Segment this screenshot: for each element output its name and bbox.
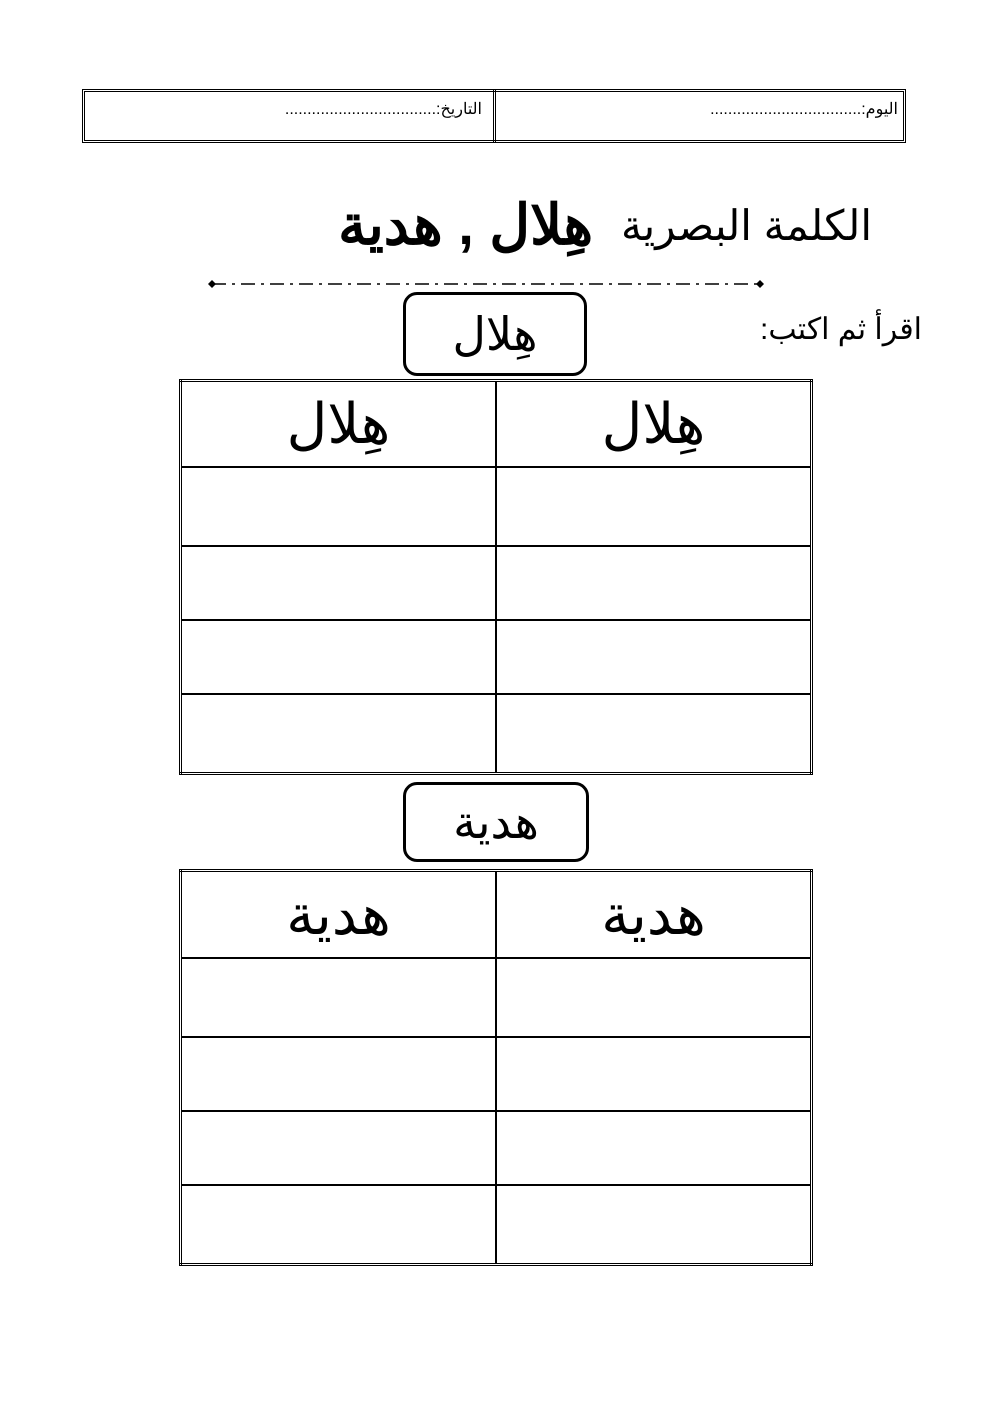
writing-cell[interactable]: [496, 1185, 812, 1265]
table-row: [181, 1185, 812, 1265]
word-box-hadiya: هدية: [403, 782, 589, 862]
table-row: [181, 694, 812, 774]
header-divider: [493, 89, 496, 143]
writing-cell[interactable]: [496, 620, 812, 694]
writing-table-hilal: [179, 379, 813, 775]
table-row: [181, 620, 812, 694]
table-row: [181, 546, 812, 620]
writing-cell[interactable]: [181, 620, 497, 694]
date-field[interactable]: التاريخ:..................................: [284, 101, 482, 118]
table-row: [181, 467, 812, 546]
day-field[interactable]: اليوم:..................................: [710, 101, 898, 118]
title-words: هِلال , هدية: [338, 193, 594, 256]
writing-cell[interactable]: [181, 1111, 497, 1185]
writing-table-hadiya: [179, 869, 813, 1266]
table-cell: هِلال: [181, 381, 497, 468]
table-cell: هدية: [181, 871, 497, 959]
page-title: [172, 185, 872, 265]
writing-cell[interactable]: [496, 958, 812, 1037]
writing-cell[interactable]: [181, 1185, 497, 1265]
writing-cell[interactable]: [496, 1037, 812, 1111]
table-row: [181, 958, 812, 1037]
writing-cell[interactable]: [181, 958, 497, 1037]
table-row: [181, 381, 812, 468]
table-row: [181, 871, 812, 959]
dash-divider: [208, 280, 764, 288]
writing-cell[interactable]: [181, 467, 497, 546]
writing-cell[interactable]: [181, 694, 497, 774]
title-prefix: الكلمة البصرية: [621, 201, 872, 249]
table-row: [181, 1111, 812, 1185]
writing-cell[interactable]: [181, 1037, 497, 1111]
table-cell: هِلال: [496, 381, 812, 468]
writing-cell[interactable]: [181, 546, 497, 620]
instruction-text: اقرأ ثم اكتب:: [759, 313, 922, 346]
table-cell: هدية: [496, 871, 812, 959]
writing-cell[interactable]: [496, 1111, 812, 1185]
word-box-hilal: هِلال: [403, 292, 587, 376]
writing-cell[interactable]: [496, 467, 812, 546]
table-row: [181, 1037, 812, 1111]
writing-cell[interactable]: [496, 694, 812, 774]
writing-cell[interactable]: [496, 546, 812, 620]
